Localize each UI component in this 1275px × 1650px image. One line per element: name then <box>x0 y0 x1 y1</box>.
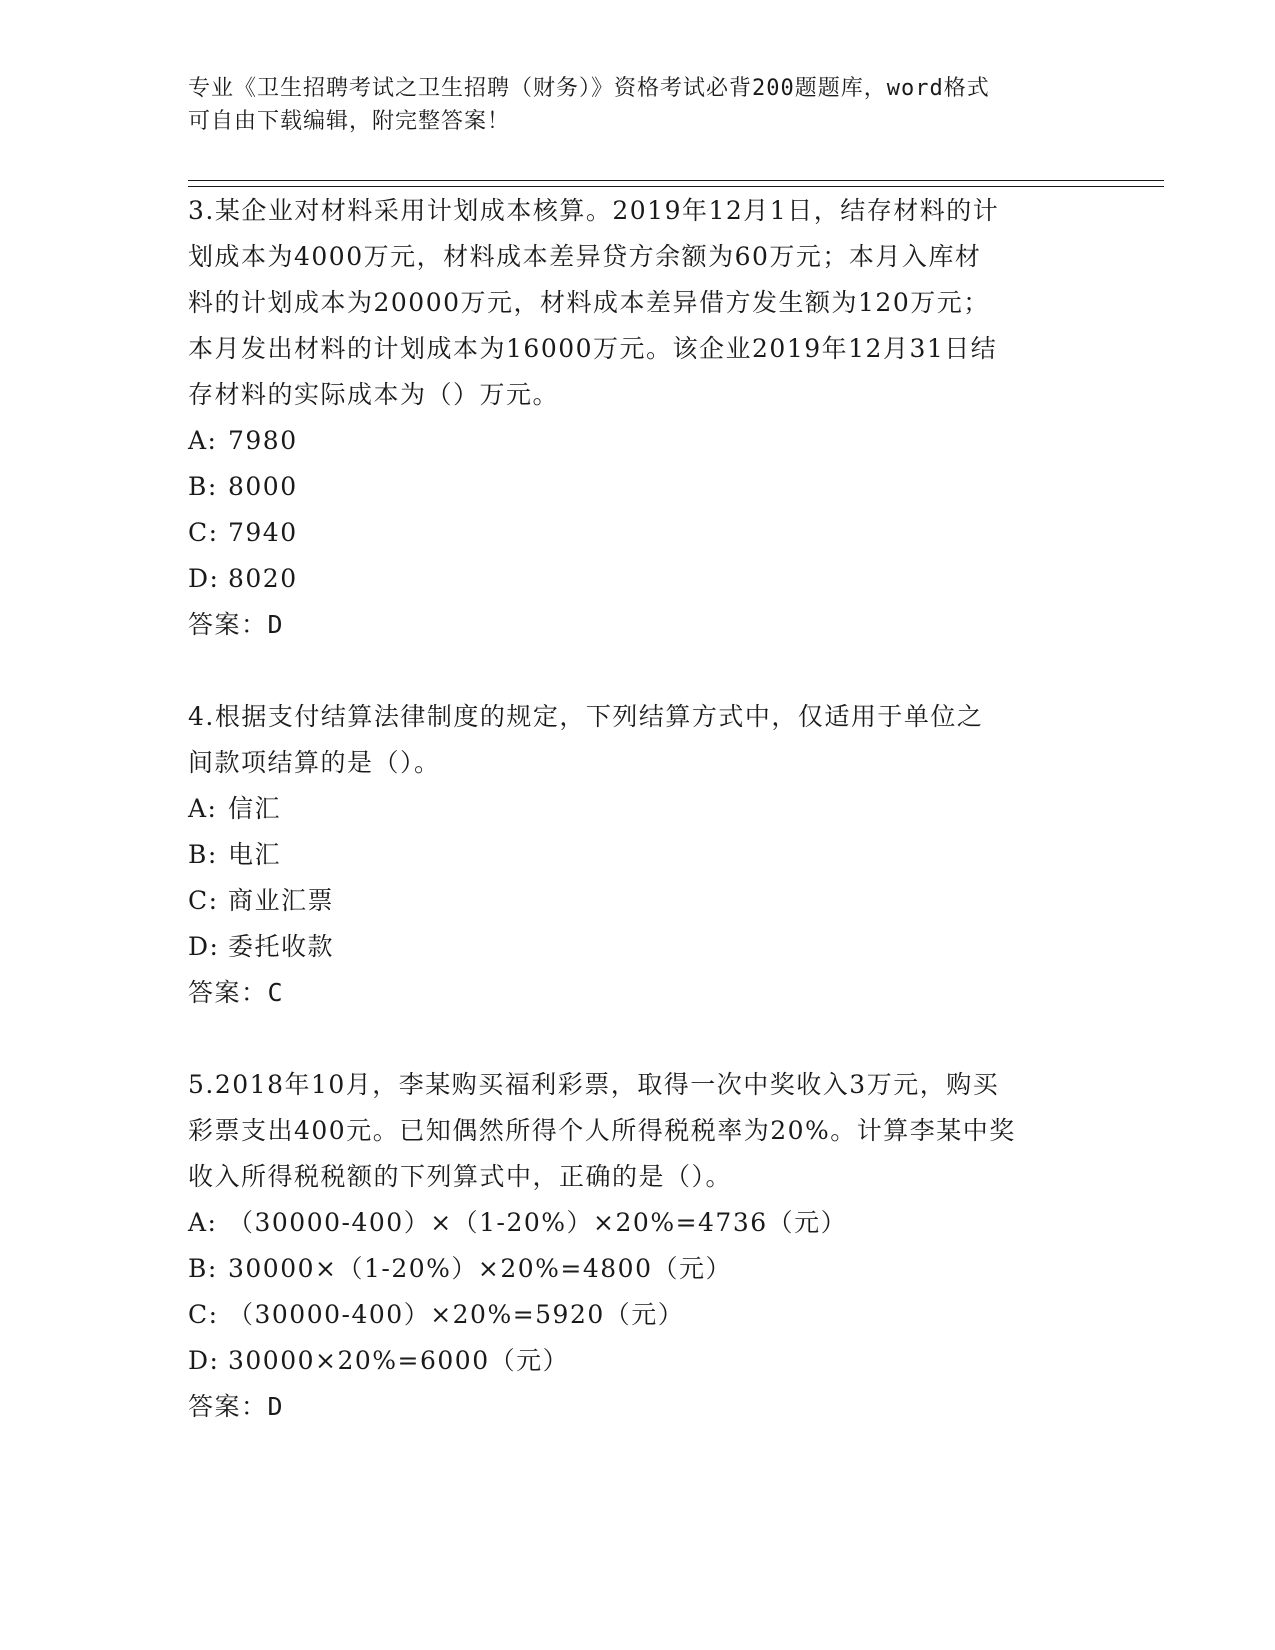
option-letter: D: <box>188 932 220 961</box>
option-a <box>188 786 1088 832</box>
option-d <box>188 924 1088 970</box>
option-text: 7940 <box>228 518 298 547</box>
option-text: 8020 <box>228 564 298 593</box>
option-b <box>188 1246 1088 1292</box>
question-stem: 3.某企业对材料采用计划成本核算。2019年12月1日，结存材料的计 划成本为4000万元，材料成本差异贷方余额为60万元；本月入库材 料的计划成本为20000万元，材料成本差异借方发生额为120万元； 本月发出材料的计划成本为16000万元。该企业2019年12月31日结 存材料的实际成本为（）万元。 <box>188 196 1000 409</box>
option-letter: A: <box>188 1208 218 1237</box>
header-title-line-1: 专业《卫生招聘考试之卫生招聘（财务）》资格考试必背200题题库，word格式 <box>188 76 990 101</box>
option-c <box>188 510 1088 556</box>
option-letter: B: <box>188 472 218 501</box>
option-a <box>188 1200 1088 1246</box>
option-text: 电汇 <box>228 840 282 869</box>
header-divider-bottom <box>188 186 1164 187</box>
question-5 <box>188 1062 1088 1430</box>
option-text: 30000×20%=6000（元） <box>228 1346 570 1375</box>
option-letter: D: <box>188 1346 220 1375</box>
question-stem: 4.根据支付结算法律制度的规定，下列结算方式中，仅适用于单位之 间款项结算的是（）。 <box>188 702 984 777</box>
option-text: 信汇 <box>228 794 282 823</box>
answer-line: 答案：C <box>188 978 285 1007</box>
option-a <box>188 418 1088 464</box>
option-letter: A: <box>188 794 218 823</box>
question-stem: 5.2018年10月，李某购买福利彩票，取得一次中奖收入3万元，购买 彩票支出400元。已知偶然所得个人所得税税率为20%。计算李某中奖 收入所得税税额的下列算式中，正确的是（）。 <box>188 1070 1016 1191</box>
option-text: 8000 <box>228 472 298 501</box>
answer-line: 答案：D <box>188 610 285 639</box>
option-letter: B: <box>188 840 218 869</box>
option-d <box>188 1338 1088 1384</box>
option-letter: C: <box>188 518 219 547</box>
option-letter: D: <box>188 564 220 593</box>
option-c <box>188 878 1088 924</box>
option-letter: A: <box>188 426 218 455</box>
question-3 <box>188 188 1088 648</box>
option-text: 商业汇票 <box>228 886 335 915</box>
option-text: 7980 <box>228 426 298 455</box>
header-title-line-2: 可自由下载编辑，附完整答案！ <box>188 109 511 134</box>
option-c <box>188 1292 1088 1338</box>
option-d <box>188 556 1088 602</box>
option-text: （30000-400）×20%=5920（元） <box>228 1300 685 1329</box>
option-text: 委托收款 <box>228 932 335 961</box>
option-b <box>188 832 1088 878</box>
question-list <box>188 188 1088 1476</box>
option-b <box>188 464 1088 510</box>
option-letter: C: <box>188 886 219 915</box>
answer-line: 答案：D <box>188 1392 285 1421</box>
option-text: 30000×（1-20%）×20%=4800（元） <box>228 1254 732 1283</box>
option-text: （30000-400）×（1-20%）×20%=4736（元） <box>228 1208 848 1237</box>
option-letter: B: <box>188 1254 218 1283</box>
question-4 <box>188 694 1088 1016</box>
header-divider-top <box>188 180 1164 181</box>
document-header <box>188 72 1088 138</box>
option-letter: C: <box>188 1300 219 1329</box>
